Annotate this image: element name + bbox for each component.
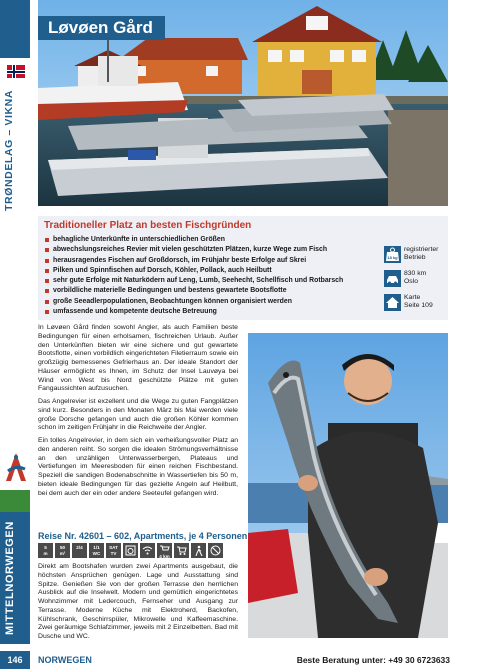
region-label-bottom: MITTELNORWEGEN <box>4 521 16 635</box>
distance-icon: 5 m <box>38 543 53 558</box>
washer-icon <box>123 543 138 558</box>
fact-distance-line2: Oslo <box>404 278 418 285</box>
bedrooms-icon: 2/4 <box>72 543 87 558</box>
side-green-block <box>0 490 30 512</box>
hero-title: Løvøen Gård <box>38 16 165 40</box>
fact-registered-line2: Betrieb <box>404 254 426 261</box>
scale-icon <box>384 246 401 263</box>
feature-bullets <box>44 235 379 317</box>
list-item: große Seeadlerpopulationen, Beobachtungen können organisiert werden <box>44 297 379 307</box>
list-item: vorbildliche materielle Bedingungen und bestens gewartete Bootsflotte <box>44 286 379 296</box>
list-item: umfassende und kompetente deutsche Betreuung <box>44 307 379 317</box>
fact-map-line1: Karte <box>404 294 421 301</box>
list-item: Pilken und Spinnfischen auf Dorsch, Köhler, Pollack, auch Heilbutt <box>44 266 379 276</box>
car-icon <box>384 270 401 287</box>
fact-distance <box>384 270 446 290</box>
feature-title: Traditioneller Platz an besten Fischgründen <box>44 220 252 231</box>
feature-box <box>38 216 448 320</box>
shop-cart-icon <box>174 543 189 558</box>
body-paragraph: Das Angelrevier ist exzellent und die Wege zu guten Fangplätzen sind kurz. Besonders in den Monaten März bis Mai werden viele große Dorsche gefangen und auch die großen Köhler kommen schon im zeitigen Frühjahr in die Reichweite der Angler. <box>38 398 238 432</box>
body-paragraph: Ein tolles Angelrevier, in dem sich ein verheißungsvoller Platz an den anderen reiht. So sorgen die idealen Strömungsverhältnisse an den unzähligen Unterwasserbergen, Plateaus und Vertiefungen im Meeresboden für einen reichen Fischbestand. Speziell die sandigen Bodenabschnitte in Wassertiefen bis 50 m, bieten ideale Bedingungen für das gezielte Angeln auf Heilbutt, bei dem auch der ein oder andere Seeteufel gefangen wird. <box>38 437 238 497</box>
list-item: behagliche Unterkünfte in unterschiedlichen Größen <box>44 235 379 245</box>
norway-flag-icon <box>7 65 25 78</box>
side-top-block <box>0 0 30 58</box>
tv-icon: SAT TV <box>106 543 121 558</box>
body-paragraph: In Løvøen Gård finden sowohl Angler, als auch Familien beste Bedingungen für einen erholsamen, fischreichen Urlaub. Außer den Unterkünften bieten wir eine sichere und gut gewartete Bootsflotte, einen vorbildlich eingerichteten Filetierraum sowie ein großzügig bemessenes Gefrierhaus an. Der ideale Standort der Häuser ermöglicht es Ihnen, im Schutz der Insel Lauvøya bei Wind von West bis Nord geschützte Plätze mit guten Fangaussichten aufzusuchen. <box>38 324 238 393</box>
amenities-icons <box>38 543 223 559</box>
no-pets-icon <box>208 543 223 558</box>
trip-title: Reise Nr. 42601 – 602, Apartments, je 4 Personen <box>38 531 248 541</box>
fact-registered <box>384 246 446 266</box>
fact-distance-line1: 830 km <box>404 270 427 277</box>
fact-map-line2: Seite 109 <box>404 302 433 309</box>
shop-icon: 4 km <box>157 543 172 558</box>
body-text <box>38 324 238 502</box>
trip-description: Direkt am Bootshafen wurden zwei Apartments ausgebaut, die höchsten Ansprüchen genügen. Lage und Ausstattung sind Spitze. Genießen Sie von der großen Terrasse den herrlichen Ausblick auf die Inselwelt. Modern und gemütlich eingerichtetes Wohnzimmer mit Ledercouch, Fernseher und Ausgang zur Terrasse. Moderne Küche mit Elektroherd, Backofen, Kühlschrank, Geschirrspüler, Mikrowelle und Kaffeemaschine. Zwei geräumige Schlafzimmer, jeweils mit 2 Einzelbetten. Bad mit Dusche und WC. <box>38 563 238 640</box>
page-number: 146 <box>0 651 30 669</box>
house-icon <box>384 294 401 311</box>
fact-map <box>384 294 446 314</box>
hiking-icon <box>191 543 206 558</box>
footer-contact: Beste Beratung unter: +49 30 6723633 <box>296 655 450 665</box>
fact-registered-line1: registrierter <box>404 246 439 253</box>
size-icon: 50 m² <box>55 543 70 558</box>
list-item: abwechslungsreiches Revier mit vielen geschützten Plätzen, kurze Wege zum Fisch <box>44 245 379 255</box>
list-item: herausragendes Fischen auf Großdorsch, im Frühjahr beste Erfolge auf Skrei <box>44 256 379 266</box>
fisherman-photo <box>248 333 448 638</box>
wc-icon: 1/1 WC <box>89 543 104 558</box>
region-label: TRØNDELAG – VIKNA <box>3 89 15 211</box>
wifi-icon <box>140 543 155 558</box>
scale-icon-label: 18 kg <box>387 255 398 260</box>
list-item: sehr gute Erfolge mit Naturködern auf Leng, Lumb, Seehecht, Schellfisch und Rotbarsch <box>44 276 379 286</box>
brand-logo-icon <box>4 447 28 485</box>
footer-country: NORWEGEN <box>38 655 92 665</box>
